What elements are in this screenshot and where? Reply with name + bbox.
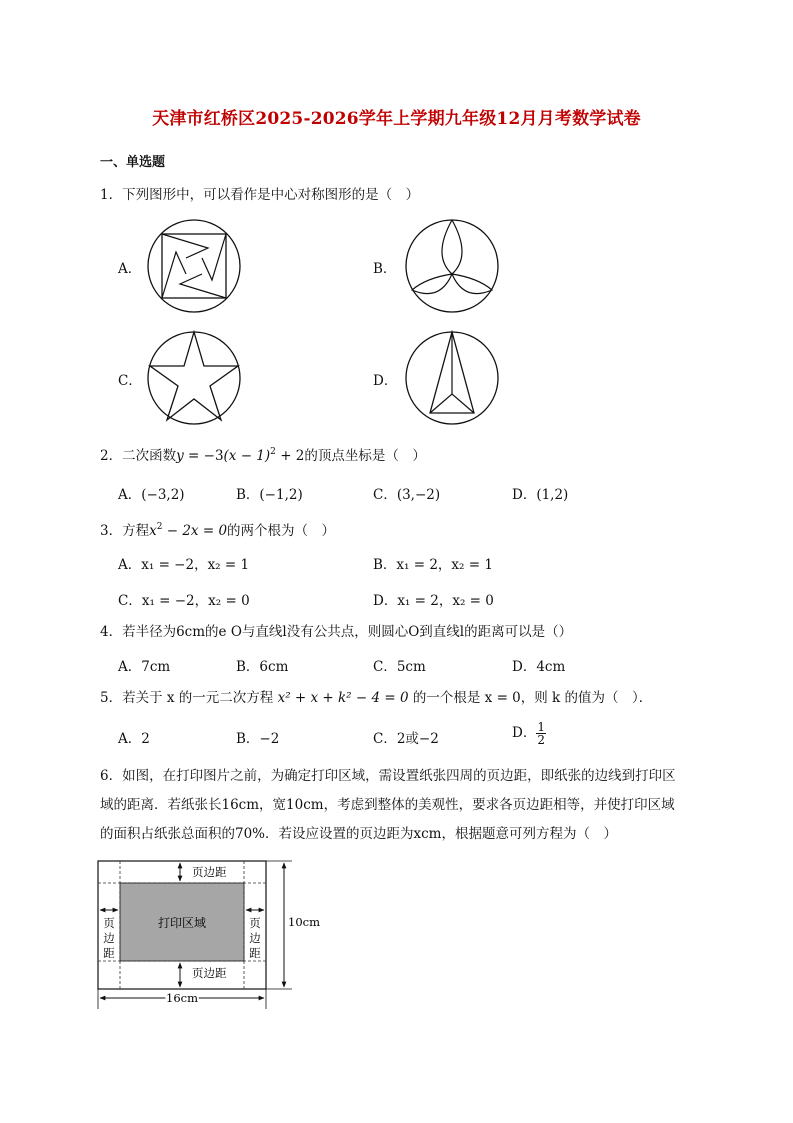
q2-fn-exp: 2 (270, 447, 276, 457)
question-6-stem (100, 762, 700, 849)
q5-option-b: B．−2 (236, 731, 280, 747)
print-area-label: 打印区域 (157, 916, 207, 930)
q4-option-b: B．6cm (236, 659, 289, 675)
q3-eq-exp: 2 (156, 522, 163, 532)
q1-figure-c-star (146, 330, 242, 426)
q3-eq-x: x (149, 523, 157, 539)
left-margin-char-2: 边 (103, 931, 115, 945)
q4-option-a: A．7cm (118, 659, 171, 675)
q6-line-3: 的面积占纸张总面积的70%．若设应设置的页边距为xcm，根据题意可列方程为（ ） (100, 826, 617, 842)
print-area-figure (92, 855, 322, 1015)
q6-line-1: 6．如图，在打印图片之前，为确定打印区域，需设置纸张四周的页边距，即纸张的边线到打印区 (100, 768, 676, 784)
question-5-stem (100, 688, 652, 708)
question-1-stem: 1．下列图形中，可以看作是中心对称图形的是（ ） (100, 187, 420, 203)
q5-text-pre: 5．若关于 x 的一元二次方程 (100, 690, 278, 706)
left-margin-char-1: 页 (103, 916, 115, 930)
q5-option-c: C．2或−2 (373, 731, 439, 747)
q1-figure-d-arrowhead (404, 330, 500, 426)
q3-option-a: A．x₁ = −2，x₂ = 1 (118, 557, 250, 573)
q5-fraction-denominator: 2 (537, 733, 545, 747)
left-margin-char-3: 距 (103, 946, 115, 960)
right-margin-char-1: 页 (249, 916, 261, 930)
bottom-margin-label: 页边距 (192, 966, 227, 980)
question-2-stem (100, 442, 426, 466)
width-dimension-label: 16cm (166, 991, 198, 1005)
q2-fn-tail: + 2 (275, 448, 305, 464)
q1-option-b-label: B． (373, 261, 397, 277)
q3-equation (149, 523, 227, 539)
q2-option-b: B．(−1,2) (236, 487, 303, 503)
q5-option-d-label: D． (512, 725, 537, 741)
top-margin-label: 页边距 (192, 865, 227, 879)
q2-text-post: 的顶点坐标是（ ） (304, 448, 426, 464)
q6-line-2: 域的距离．若纸张长16cm，宽10cm，考虑到整体的美观性，要求各页边距相等，并使打印区域 (100, 797, 675, 813)
q2-option-a: A．(−3,2) (118, 487, 185, 503)
q1-figure-a-pinwheel (146, 218, 242, 314)
q5-option-d-fraction (536, 721, 546, 746)
q5-option-d (512, 721, 546, 746)
right-margin-char-2: 边 (249, 931, 261, 945)
q5-fraction-numerator: 1 (537, 720, 545, 734)
q2-text-pre: 2．二次函数 (100, 448, 177, 464)
q3-option-d: D．x₁ = 2，x₂ = 0 (373, 593, 494, 609)
q5-option-a: A．2 (118, 731, 150, 747)
q2-option-c: C．(3,−2) (373, 487, 441, 503)
q1-option-a-label: A． (118, 261, 142, 277)
right-margin-char-3: 距 (249, 946, 261, 960)
height-dimension-label: 10cm (288, 915, 320, 929)
q5-text-post: 的一个根是 x = 0，则 k 的值为（ ）． (408, 690, 653, 706)
q1-figure-b-trefoil (404, 218, 500, 314)
q1-option-d-label: D． (373, 373, 398, 389)
q4-option-d: D．4cm (512, 659, 566, 675)
q2-fn-eq: = −3 (183, 448, 224, 464)
q2-fn-x: (x − 1) (223, 448, 271, 464)
q4-option-c: C．5cm (373, 659, 426, 675)
section-heading: 一、单选题 (100, 155, 166, 170)
q3-option-c: C．x₁ = −2，x₂ = 0 (118, 593, 250, 609)
q2-fn-y: y (176, 448, 184, 464)
question-4-stem: 4．若半径为6cm的e O与直线l没有公共点，则圆心O到直线l的距离可以是（） (100, 624, 573, 640)
q2-function (176, 448, 304, 464)
q3-option-b: B．x₁ = 2，x₂ = 1 (373, 557, 493, 573)
question-3-stem (100, 517, 335, 541)
q1-option-c-label: C． (118, 373, 142, 389)
q5-equation: x² + x + k² − 4 = 0 (277, 690, 409, 706)
q3-text-post: 的两个根为（ ） (227, 523, 336, 539)
q2-option-d: D．(1,2) (512, 487, 569, 503)
q3-text-pre: 3．方程 (100, 523, 150, 539)
q3-eq-rest: − 2x = 0 (162, 523, 228, 539)
page-title: 天津市红桥区2025-2026学年上学期九年级12月月考数学试卷 (152, 109, 641, 129)
